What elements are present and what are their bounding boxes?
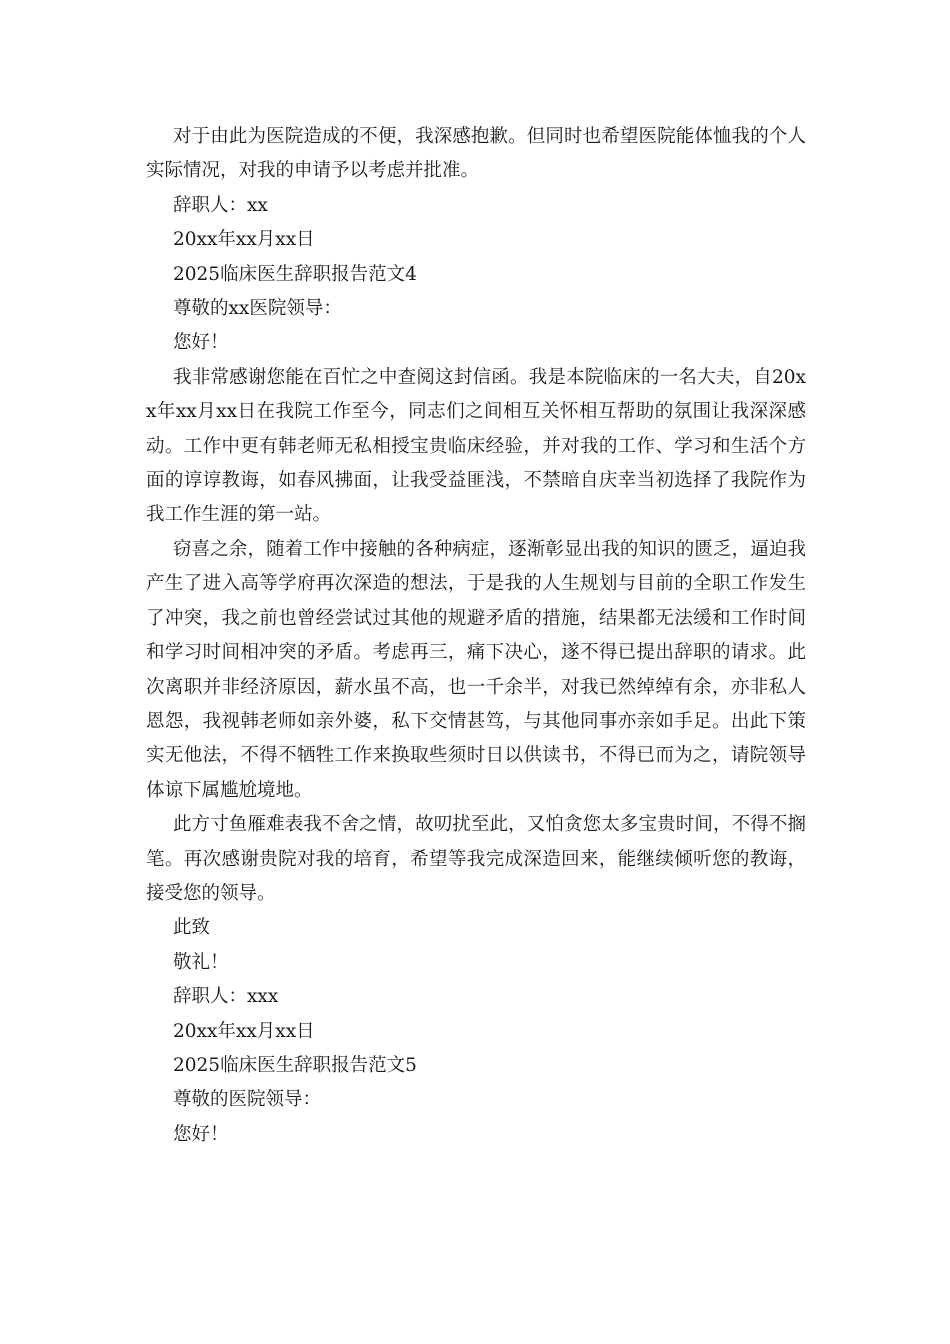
- closing-phrase: 此致: [173, 917, 211, 939]
- date-line: 20xx年xx月xx日: [173, 1020, 315, 1042]
- document-body: [146, 120, 806, 1152]
- salutation: 尊敬的医院领导：: [173, 1089, 322, 1111]
- signature-line: 辞职人：xxx: [173, 986, 279, 1008]
- date-line: 20xx年xx月xx日: [173, 229, 315, 251]
- signature-line: 辞职人：xx: [173, 194, 268, 216]
- section-title: 2025临床医生辞职报告范文4: [173, 263, 417, 285]
- body-paragraph: 窃喜之余，随着工作中接触的各种病症，逐渐彰显出我的知识的匮乏，逼迫我产生了进入高等学府再次深造的想法，于是我的人生规划与目前的全职工作发生了冲突，我之前也曾经尝试过其他的规避矛盾的措施，结果都无法缓和工作时间和学习时间相冲突的矛盾。考虑再三，痛下决心，遂不得已提出辞职的请求。此次离职并非经济原因，薪水虽不高，也一千余半，对我已然绰绰有余，亦非私人恩怨，我视韩老师如亲外婆，私下交情甚笃，与其他同事亦亲如手足。出此下策实无他法，不得不牺牲工作来换取些须时日以供读书，不得已而为之，请院领导体谅下属尴尬境地。: [146, 538, 806, 801]
- body-paragraph: 我非常感谢您能在百忙之中查阅这封信函。我是本院临床的一名大夫，自20xx年xx月xx日在我院工作至今，同志们之间相互关怀相互帮助的氛围让我深深感动。工作中更有韩老师无私相授宝贵临床经验，并对我的工作、学习和生活个方面的谆谆教诲，如春风拂面，让我受益匪浅，不禁暗自庆幸当初选择了我院作为我工作生涯的第一站。: [146, 366, 806, 526]
- greeting: 您好！: [173, 1123, 229, 1145]
- section-title: 2025临床医生辞职报告范文5: [173, 1054, 417, 1076]
- closing-paragraph: 对于由此为医院造成的不便，我深感抱歉。但同时也希望医院能体恤我的个人实际情况，对我的申请予以考虑并批准。: [146, 126, 806, 182]
- body-paragraph: 此方寸鱼雁难表我不舍之情，故叨扰至此，又怕贪您太多宝贵时间，不得不搁笔。再次感谢贵院对我的培育，希望等我完成深造回来，能继续倾听您的教诲，接受您的领导。: [146, 814, 806, 904]
- greeting: 您好！: [173, 332, 229, 354]
- salutation: 尊敬的xx医院领导：: [173, 298, 342, 320]
- closing-salute: 敬礼！: [173, 951, 229, 973]
